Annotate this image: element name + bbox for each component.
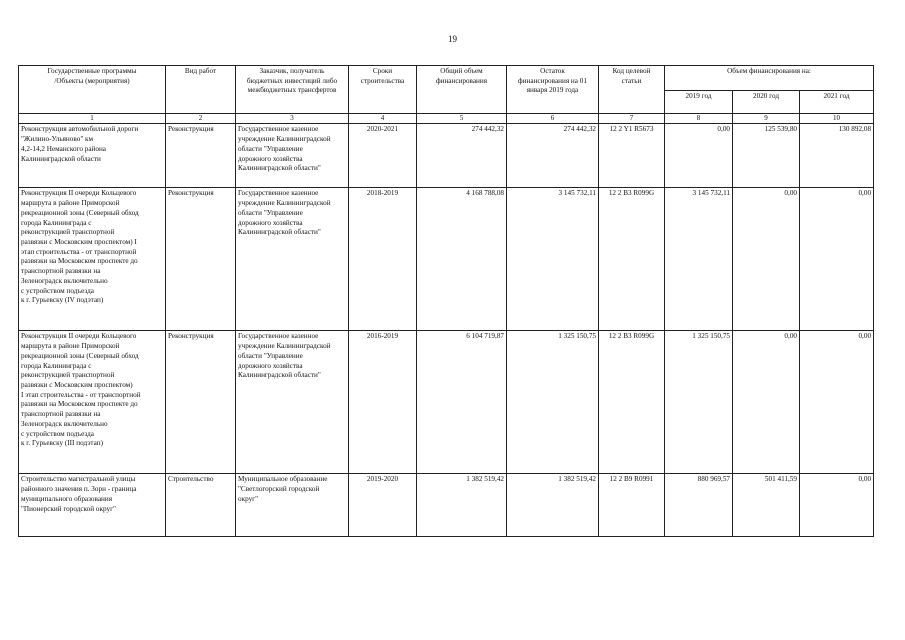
header-financing-group: Объем финансирования на: — [665, 66, 874, 91]
amount-2020: 501 411,59 — [733, 474, 800, 537]
column-number: 4 — [349, 114, 417, 124]
header-period: Сроки строительства — [349, 66, 417, 114]
column-number: 3 — [236, 114, 349, 124]
target-code: 12 2 B3 R099G — [599, 331, 665, 474]
period: 2020-2021 — [349, 124, 417, 188]
amount-2020: 0,00 — [733, 188, 800, 331]
total-amount: 4 168 788,08 — [417, 188, 507, 331]
page-number: 19 — [448, 34, 457, 44]
period: 2019-2020 — [349, 474, 417, 537]
header-row — [19, 66, 874, 91]
header-code: Код целевой статьи — [599, 66, 665, 114]
column-number: 1 — [19, 114, 166, 124]
remainder-amount: 274 442,32 — [507, 124, 599, 188]
column-number-row — [19, 114, 874, 124]
target-code: 12 2 B9 R0991 — [599, 474, 665, 537]
header-customer: Заказчик, получатель бюджетных инвестиций либо межбюджетных трансфертов — [236, 66, 349, 114]
column-number: 2 — [166, 114, 236, 124]
amount-2021: 130 892,08 — [800, 124, 874, 188]
amount-2020: 125 539,80 — [733, 124, 800, 188]
period: 2016-2019 — [349, 331, 417, 474]
column-number: 5 — [417, 114, 507, 124]
header-remainder: Остаток финансирования на 01 января 2019 года — [507, 66, 599, 114]
customer: Государственное казенное учреждение Калининградской области "Управление дорожного хозяйства Калининградской области" — [236, 188, 349, 331]
work-type: Реконструкция — [166, 124, 236, 188]
work-type: Реконструкция — [166, 188, 236, 331]
amount-2021: 0,00 — [800, 474, 874, 537]
column-number: 8 — [665, 114, 733, 124]
table-row — [19, 188, 874, 331]
amount-2019: 880 969,57 — [665, 474, 733, 537]
work-type: Строительство — [166, 474, 236, 537]
amount-2021: 0,00 — [800, 188, 874, 331]
amount-2019: 3 145 732,11 — [665, 188, 733, 331]
total-amount: 274 442,32 — [417, 124, 507, 188]
total-amount: 6 104 719,87 — [417, 331, 507, 474]
column-number: 6 — [507, 114, 599, 124]
remainder-amount: 1 382 519,42 — [507, 474, 599, 537]
header-objects: Государственные программы /Объекты (мероприятия) — [19, 66, 166, 114]
header-year-2020: 2020 год — [733, 91, 800, 114]
amount-2019: 0,00 — [665, 124, 733, 188]
amount-2019: 1 325 150,75 — [665, 331, 733, 474]
object-name: Реконструкция II очереди Кольцевого маршрута в районе Приморской рекреационной зоны (Северный обход города Калининграда с реконструкцией транспортной развязки с Московским проспектом) I этап строительства - от транспортной развязки на Московском проспекте до транспортной развязки на Зеленоградск включительно с устройством подъезда к г. Гурьевску (III подэтап) — [19, 331, 166, 474]
header-year-2019: 2019 год — [665, 91, 733, 114]
column-number: 7 — [599, 114, 665, 124]
column-number: 9 — [733, 114, 800, 124]
object-name: Реконструкция автомобильной дороги "Жилино-Ульяново" км 4,2-14,2 Неманского района Калининградской области — [19, 124, 166, 188]
remainder-amount: 1 325 150,75 — [507, 331, 599, 474]
table-row — [19, 124, 874, 188]
header-total: Общий объем финансирования — [417, 66, 507, 114]
customer: Муниципальное образование "Светлогорский городской округ" — [236, 474, 349, 537]
period: 2018-2019 — [349, 188, 417, 331]
object-name: Строительство магистральной улицы районного значения п. Зорн - граница муниципального образования "Пионерский городской округ" — [19, 474, 166, 537]
total-amount: 1 382 519,42 — [417, 474, 507, 537]
amount-2020: 0,00 — [733, 331, 800, 474]
target-code: 12 2 B3 R099G — [599, 188, 665, 331]
header-work-type: Вид работ — [166, 66, 236, 114]
column-number: 10 — [800, 114, 874, 124]
amount-2021: 0,00 — [800, 331, 874, 474]
table-row — [19, 474, 874, 537]
investment-table — [18, 65, 874, 537]
object-name: Реконструкция II очереди Кольцевого маршрута в районе Приморской рекреационной зоны (Северный обход города Калининграда с реконструкцией транспортной развязки с Московским проспектом) I этап строительства - от транспортной развязки на Московском проспекте до транспортной развязки на Зеленоградск включительно с устройством подъезда к г. Гурьевску (IV подэтап) — [19, 188, 166, 331]
customer: Государственное казенное учреждение Калининградской области "Управление дорожного хозяйства Калининградской области" — [236, 331, 349, 474]
table-row — [19, 331, 874, 474]
target-code: 12 2 Y1 R5673 — [599, 124, 665, 188]
work-type: Реконструкция — [166, 331, 236, 474]
remainder-amount: 3 145 732,11 — [507, 188, 599, 331]
customer: Государственное казенное учреждение Калининградской области "Управление дорожного хозяйства Калининградской области" — [236, 124, 349, 188]
header-year-2021: 2021 год — [800, 91, 874, 114]
